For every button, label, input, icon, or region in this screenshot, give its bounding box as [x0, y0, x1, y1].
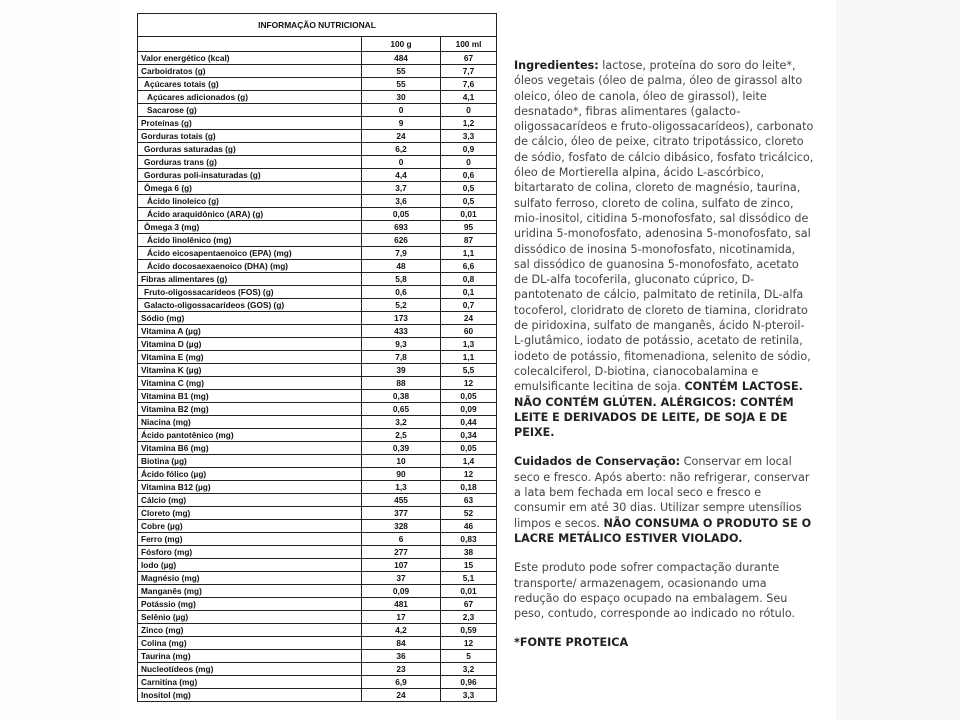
nutrient-name: Zinco (mg) [138, 624, 362, 637]
nutrient-name: Vitamina D (µg) [138, 338, 362, 351]
nutrient-name: Ácido docosaexaenoico (DHA) (mg) [138, 260, 362, 273]
value-per-100g: 2,5 [362, 429, 441, 442]
header-per-100ml: 100 ml [441, 37, 497, 52]
value-per-100ml: 3,3 [441, 689, 497, 702]
ingredients-body: lactose, proteína do soro do leite*, óleos vegetais (óleo de palma, óleo de girassol alto oleico, óleo de canola, óleo de girassol), leite desnatado*, fibras alimentares (galacto-oligossacarídeos e fruto-oligossacarídeos), carbonato de cálcio, óleo de peixe, citrato tripotássico, cloreto de sódio, fosfato de cálcio dibásico, fosfato tricálcico, óleo de Mortierella alpina, ácido L-ascórbico, bitartarato de colina, cloreto de magnésio, taurina, sulfato ferroso, cloreto de colina, sulfato de zinco, mio-inositol, citidina 5-monofosfato, sal dissódico de uridina 5-monofosfato, adenosina 5-monofosfato, sal dissódico de inosina 5-monofosfato, nicotinamida, sal dissódico de guanosina 5-monofosfato, acetato de DL-alfa tocoferila, gluconato cúprico, D-pantotenato de cálcio, palmitato de retinila, DL-alfa tocoferol, cloridrato de cloreto de tiamina, cloridrato de piridoxina, sulfato de manganês, ácido N-pteroil-L-glutâmico, iodato de potássio, acetato de retinila, iodeto de potássio, fitomenadiona, selenito de sódio, colecalciferol, D-biotina, cianocobalamina e emulsificante lecitina de soja. [514, 59, 814, 394]
table-row [138, 286, 497, 299]
nutrient-name: Ácido linolênico (mg) [138, 234, 362, 247]
value-per-100ml: 5,1 [441, 572, 497, 585]
table-row [138, 91, 497, 104]
value-per-100g: 0,6 [362, 286, 441, 299]
page-margin-right [836, 0, 960, 720]
nutrient-name: Vitamina E (mg) [138, 351, 362, 364]
table-row [138, 52, 497, 65]
value-per-100g: 4,4 [362, 169, 441, 182]
value-per-100ml: 0,5 [441, 182, 497, 195]
nutrient-name: Vitamina B12 (µg) [138, 481, 362, 494]
value-per-100g: 5,2 [362, 299, 441, 312]
value-per-100g: 455 [362, 494, 441, 507]
value-per-100g: 5,8 [362, 273, 441, 286]
value-per-100g: 36 [362, 650, 441, 663]
value-per-100g: 0,39 [362, 442, 441, 455]
value-per-100ml: 12 [441, 468, 497, 481]
protein-footnote [514, 635, 814, 650]
value-per-100ml: 0,83 [441, 533, 497, 546]
label-text-column [514, 58, 814, 665]
nutrient-name: Ferro (mg) [138, 533, 362, 546]
table-row [138, 364, 497, 377]
value-per-100g: 377 [362, 507, 441, 520]
nutrient-name: Vitamina C (mg) [138, 377, 362, 390]
table-row [138, 520, 497, 533]
nutrition-table [137, 13, 497, 702]
value-per-100ml: 3,3 [441, 130, 497, 143]
value-per-100g: 24 [362, 689, 441, 702]
table-row [138, 624, 497, 637]
value-per-100ml: 7,7 [441, 65, 497, 78]
value-per-100g: 23 [362, 663, 441, 676]
value-per-100g: 484 [362, 52, 441, 65]
value-per-100g: 0,65 [362, 403, 441, 416]
value-per-100ml: 52 [441, 507, 497, 520]
nutrient-name: Fruto-oligossacarídeos (FOS) (g) [138, 286, 362, 299]
protein-footnote-text: *FONTE PROTEICA [514, 636, 629, 650]
nutrient-name: Gorduras totais (g) [138, 130, 362, 143]
value-per-100ml: 1,1 [441, 351, 497, 364]
table-row [138, 507, 497, 520]
value-per-100g: 55 [362, 78, 441, 91]
table-row [138, 182, 497, 195]
header-per-100g: 100 g [362, 37, 441, 52]
value-per-100g: 693 [362, 221, 441, 234]
nutrient-name: Vitamina B2 (mg) [138, 403, 362, 416]
value-per-100ml: 0 [441, 156, 497, 169]
value-per-100g: 55 [362, 65, 441, 78]
table-row [138, 273, 497, 286]
nutrient-name: Sódio (mg) [138, 312, 362, 325]
nutrient-name: Gorduras saturadas (g) [138, 143, 362, 156]
nutrient-name: Biotina (µg) [138, 455, 362, 468]
table-row [138, 572, 497, 585]
value-per-100g: 6 [362, 533, 441, 546]
table-row [138, 338, 497, 351]
table-row [138, 312, 497, 325]
table-row [138, 104, 497, 117]
nutrient-name: Ômega 3 (mg) [138, 221, 362, 234]
value-per-100ml: 0,1 [441, 286, 497, 299]
value-per-100ml: 0,6 [441, 169, 497, 182]
value-per-100g: 39 [362, 364, 441, 377]
table-row [138, 481, 497, 494]
value-per-100ml: 0,34 [441, 429, 497, 442]
value-per-100g: 3,6 [362, 195, 441, 208]
nutrient-name: Gorduras trans (g) [138, 156, 362, 169]
nutrient-name: Gorduras poli-insaturadas (g) [138, 169, 362, 182]
table-row [138, 221, 497, 234]
nutrient-name: Açúcares adicionados (g) [138, 91, 362, 104]
table-row [138, 65, 497, 78]
nutrient-name: Nucleotídeos (mg) [138, 663, 362, 676]
nutrient-name: Galacto-oligossacarídeos (GOS) (g) [138, 299, 362, 312]
value-per-100ml: 67 [441, 598, 497, 611]
table-row [138, 234, 497, 247]
value-per-100ml: 5 [441, 650, 497, 663]
value-per-100g: 7,8 [362, 351, 441, 364]
nutrition-table-title: INFORMAÇÃO NUTRICIONAL [138, 14, 497, 37]
table-row [138, 78, 497, 91]
value-per-100ml: 0,18 [441, 481, 497, 494]
header-empty-cell [138, 37, 362, 52]
table-row [138, 676, 497, 689]
nutrient-name: Fósforo (mg) [138, 546, 362, 559]
nutrient-name: Sacarose (g) [138, 104, 362, 117]
value-per-100g: 88 [362, 377, 441, 390]
table-row [138, 442, 497, 455]
value-per-100g: 17 [362, 611, 441, 624]
table-row [138, 416, 497, 429]
value-per-100g: 3,2 [362, 416, 441, 429]
value-per-100ml: 0,9 [441, 143, 497, 156]
nutrient-name: Vitamina A (µg) [138, 325, 362, 338]
nutrition-table-body [138, 52, 497, 702]
value-per-100g: 107 [362, 559, 441, 572]
table-row [138, 546, 497, 559]
nutrient-name: Ácido fólico (µg) [138, 468, 362, 481]
value-per-100ml: 12 [441, 377, 497, 390]
table-row [138, 390, 497, 403]
value-per-100ml: 3,2 [441, 663, 497, 676]
table-row [138, 494, 497, 507]
value-per-100ml: 0,09 [441, 403, 497, 416]
value-per-100ml: 0,01 [441, 585, 497, 598]
value-per-100ml: 67 [441, 52, 497, 65]
table-row [138, 663, 497, 676]
care-paragraph [514, 454, 814, 546]
nutrient-name: Vitamina B1 (mg) [138, 390, 362, 403]
nutrient-name: Taurina (mg) [138, 650, 362, 663]
table-row [138, 143, 497, 156]
value-per-100g: 7,9 [362, 247, 441, 260]
value-per-100g: 0 [362, 104, 441, 117]
nutrient-name: Ácido linoleico (g) [138, 195, 362, 208]
table-row [138, 403, 497, 416]
value-per-100g: 433 [362, 325, 441, 338]
table-row [138, 260, 497, 273]
table-row [138, 195, 497, 208]
value-per-100ml: 0,05 [441, 442, 497, 455]
value-per-100g: 84 [362, 637, 441, 650]
table-row [138, 637, 497, 650]
nutrient-name: Colina (mg) [138, 637, 362, 650]
value-per-100ml: 0,96 [441, 676, 497, 689]
nutrient-name: Selênio (µg) [138, 611, 362, 624]
table-row [138, 169, 497, 182]
nutrient-name: Vitamina B6 (mg) [138, 442, 362, 455]
value-per-100ml: 1,2 [441, 117, 497, 130]
value-per-100g: 30 [362, 91, 441, 104]
table-row [138, 325, 497, 338]
value-per-100ml: 60 [441, 325, 497, 338]
value-per-100ml: 4,1 [441, 91, 497, 104]
table-row [138, 650, 497, 663]
value-per-100g: 0,09 [362, 585, 441, 598]
table-row [138, 533, 497, 546]
table-row [138, 247, 497, 260]
table-row [138, 130, 497, 143]
nutrient-name: Niacina (mg) [138, 416, 362, 429]
value-per-100ml: 0,44 [441, 416, 497, 429]
table-row [138, 585, 497, 598]
table-row [138, 429, 497, 442]
value-per-100ml: 38 [441, 546, 497, 559]
value-per-100g: 9,3 [362, 338, 441, 351]
care-label: Cuidados de Conservação: [514, 455, 681, 469]
table-row [138, 611, 497, 624]
nutrient-name: Carnitina (mg) [138, 676, 362, 689]
nutrient-name: Magnésio (mg) [138, 572, 362, 585]
nutrient-name: Vitamina K (µg) [138, 364, 362, 377]
value-per-100ml: 1,1 [441, 247, 497, 260]
allergen-warning: CONTÉM LACTOSE. NÃO CONTÉM GLÚTEN. ALÉRGICOS: CONTÉM LEITE E DERIVADOS DE LEITE, DE SOJA E DE PEIXE. [514, 380, 803, 440]
value-per-100g: 481 [362, 598, 441, 611]
nutrient-name: Potássio (mg) [138, 598, 362, 611]
value-per-100g: 6,9 [362, 676, 441, 689]
value-per-100g: 9 [362, 117, 441, 130]
value-per-100ml: 95 [441, 221, 497, 234]
value-per-100ml: 15 [441, 559, 497, 572]
table-row [138, 559, 497, 572]
value-per-100g: 90 [362, 468, 441, 481]
nutrient-name: Ácido eicosapentaenoico (EPA) (mg) [138, 247, 362, 260]
value-per-100ml: 5,5 [441, 364, 497, 377]
nutrient-name: Iodo (µg) [138, 559, 362, 572]
value-per-100ml: 0,8 [441, 273, 497, 286]
table-row [138, 208, 497, 221]
value-per-100g: 1,3 [362, 481, 441, 494]
nutrient-name: Ômega 6 (g) [138, 182, 362, 195]
page-margin-left [0, 0, 122, 720]
value-per-100ml: 1,4 [441, 455, 497, 468]
value-per-100ml: 0,59 [441, 624, 497, 637]
table-row [138, 156, 497, 169]
value-per-100ml: 7,6 [441, 78, 497, 91]
table-row [138, 689, 497, 702]
ingredients-paragraph [514, 58, 814, 440]
value-per-100ml: 0,5 [441, 195, 497, 208]
value-per-100ml: 63 [441, 494, 497, 507]
value-per-100g: 328 [362, 520, 441, 533]
nutrient-name: Carboidratos (g) [138, 65, 362, 78]
value-per-100g: 0 [362, 156, 441, 169]
nutrient-name: Ácido pantotênico (mg) [138, 429, 362, 442]
nutrient-name: Manganês (mg) [138, 585, 362, 598]
value-per-100ml: 0 [441, 104, 497, 117]
value-per-100g: 3,7 [362, 182, 441, 195]
value-per-100g: 0,05 [362, 208, 441, 221]
nutrient-name: Inositol (mg) [138, 689, 362, 702]
nutrient-name: Cobre (µg) [138, 520, 362, 533]
table-row [138, 455, 497, 468]
nutrient-name: Cálcio (mg) [138, 494, 362, 507]
table-row [138, 299, 497, 312]
value-per-100g: 37 [362, 572, 441, 585]
table-row [138, 377, 497, 390]
table-row [138, 117, 497, 130]
table-row [138, 468, 497, 481]
value-per-100g: 6,2 [362, 143, 441, 156]
nutrient-name: Ácido araquidônico (ARA) (g) [138, 208, 362, 221]
value-per-100g: 0,38 [362, 390, 441, 403]
value-per-100ml: 1,3 [441, 338, 497, 351]
ingredients-label: Ingredientes: [514, 59, 599, 72]
nutrient-name: Cloreto (mg) [138, 507, 362, 520]
nutrient-name: Proteínas (g) [138, 117, 362, 130]
value-per-100ml: 46 [441, 520, 497, 533]
value-per-100ml: 24 [441, 312, 497, 325]
value-per-100g: 24 [362, 130, 441, 143]
value-per-100g: 626 [362, 234, 441, 247]
value-per-100g: 4,2 [362, 624, 441, 637]
value-per-100g: 48 [362, 260, 441, 273]
value-per-100ml: 6,6 [441, 260, 497, 273]
seal-warning: NÃO CONSUMA O PRODUTO SE O LACRE METÁLICO ESTIVER VIOLADO. [514, 516, 812, 545]
value-per-100g: 173 [362, 312, 441, 325]
value-per-100ml: 12 [441, 637, 497, 650]
nutrient-name: Fibras alimentares (g) [138, 273, 362, 286]
value-per-100ml: 0,7 [441, 299, 497, 312]
nutrient-name: Valor energético (kcal) [138, 52, 362, 65]
value-per-100ml: 2,3 [441, 611, 497, 624]
value-per-100ml: 87 [441, 234, 497, 247]
table-row [138, 351, 497, 364]
value-per-100ml: 0,01 [441, 208, 497, 221]
table-row [138, 598, 497, 611]
value-per-100g: 10 [362, 455, 441, 468]
value-per-100ml: 0,05 [441, 390, 497, 403]
value-per-100g: 277 [362, 546, 441, 559]
compaction-paragraph: Este produto pode sofrer compactação durante transporte/ armazenagem, ocasionando uma redução do espaço ocupado na embalagem. Seu peso, contudo, corresponde ao indicado no rótulo. [514, 561, 796, 621]
nutrient-name: Açúcares totais (g) [138, 78, 362, 91]
care-body: Conservar em local seco e fresco. Após aberto: não refrigerar, conservar a lata bem fechada em local seco e fresco e consumir em até 30 dias. Utilizar sempre utensílios limpos e secos. [514, 455, 810, 530]
